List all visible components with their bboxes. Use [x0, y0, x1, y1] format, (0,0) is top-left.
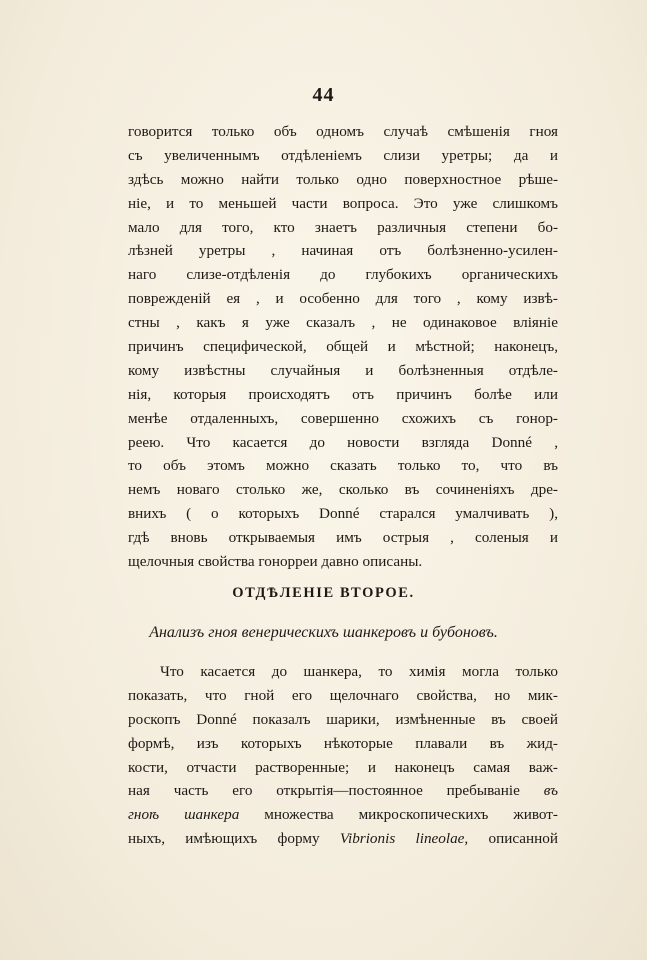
text-line: съ увеличеннымъ отдѣленіемъ слизи уретры; да и: [128, 146, 558, 164]
text-line: поврежденій ея , и особенно для того , кому извѣ-: [128, 290, 558, 308]
text-line: ніе, и то меньшей части вопроса. Это уже слишкомъ: [128, 194, 558, 212]
text-line: формѣ, изъ которыхъ нѣкоторые плавали въ жид-: [128, 734, 558, 752]
text-line: кому извѣстны случайныя и болѣзненныя отдѣле-: [128, 361, 558, 379]
text-line: реею. Что касается до новости взгляда Donné ,: [128, 433, 558, 451]
text-line: говорится только объ одномъ случаѣ смѣшенія гноя: [128, 123, 558, 140]
text-fragment: множества микроскопическихъ живот-: [264, 806, 558, 824]
paragraph-1: [128, 120, 558, 574]
text-line: внихъ ( о которыхъ Donné старался умалчивать ),: [128, 505, 558, 523]
text-line: наго слизе-отдѣленія до глубокихъ органическихъ: [128, 266, 558, 284]
text-line-mixed: [128, 827, 558, 851]
text-line: показать, что гной его щелочнаго свойства, но мик-: [128, 686, 558, 704]
paragraph-2: [128, 660, 558, 851]
text-line: причинъ специфической, общей и мѣстной; наконецъ,: [128, 338, 558, 356]
text-line: стны , какъ я уже сказалъ , не одинаковое вліяніе: [128, 314, 558, 332]
text-line: лѣзней уретры , начиная отъ болѣзненно-усилен-: [128, 242, 558, 260]
text-line: кости, отчасти растворенные; и наконецъ самая важ-: [128, 758, 558, 776]
section-title: ОТДѢЛЕНІЕ ВТОРОЕ.: [232, 585, 415, 601]
text-line: немъ новаго столько же, сколько въ сочиненіяхъ дре-: [128, 481, 558, 499]
page-number: 44: [312, 84, 335, 106]
text-line: то объ этомъ можно сказать только то, что въ: [128, 457, 558, 475]
text-fragment: ная часть его открытія—постоянное пребываніе: [128, 782, 520, 800]
text-line: нія, которыя происходятъ отъ причинъ болѣе или: [128, 385, 558, 403]
text-line-mixed: [128, 779, 558, 803]
text-line: Что касается до шанкера, то химія могла только: [160, 663, 558, 680]
text-line: менѣе отдаленныхъ, совершенно схожихъ съ гонор-: [128, 409, 558, 427]
text-line: щелочныя свойства гонорреи давно описаны.: [128, 553, 423, 571]
italic-phrase-continued: гноѣ шанкера: [128, 806, 265, 824]
italic-phrase: въ: [543, 782, 558, 800]
text-fragment: описанной: [488, 830, 558, 848]
text-line: роскопъ Donné показалъ шарики, измѣненные въ своей: [128, 710, 558, 728]
text-line: гдѣ вновь открываемыя имъ острыя , соленыя и: [128, 529, 558, 547]
species-name: Vibrionis lineolae,: [339, 830, 469, 848]
text-line: здѣсь можно найти только одно поверхностное рѣше-: [128, 170, 558, 188]
text-fragment: ныхъ, имѣющихъ форму: [128, 830, 320, 848]
text-line-mixed: [128, 803, 558, 827]
section-subtitle: Анализъ гноя венерическихъ шанкеровъ и бубоновъ.: [149, 624, 498, 641]
text-line: мало для того, кто знаетъ различныя степени бо-: [128, 218, 558, 236]
